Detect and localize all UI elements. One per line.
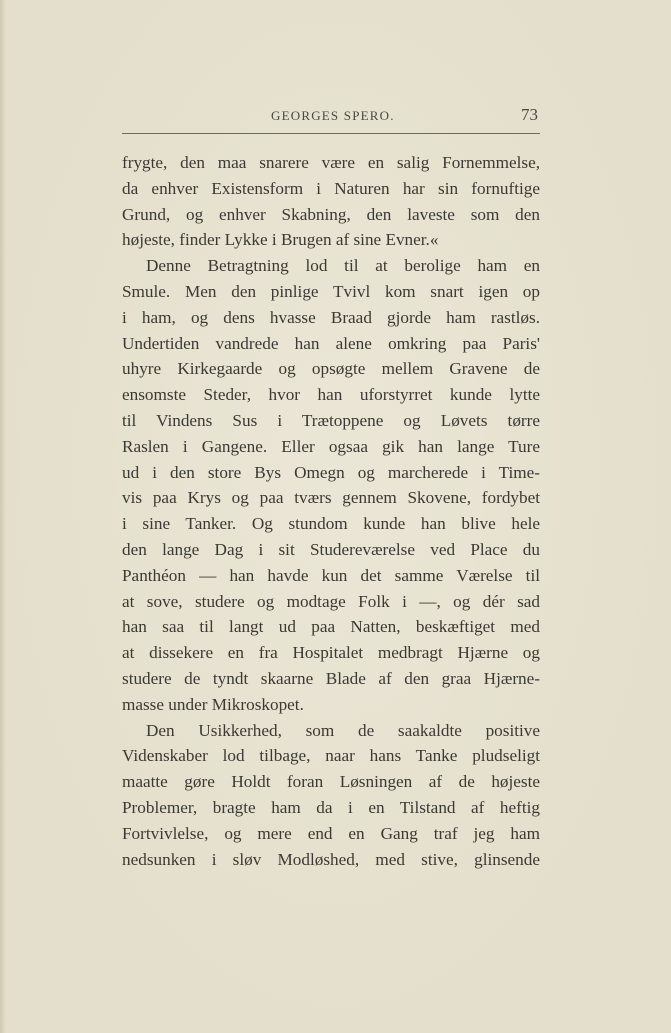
text-line: højeste, finder Lykke i Brugen af sine Evner.« [122, 230, 439, 250]
text-line: ensomste Steder, hvor han uforstyrret kunde lytte [122, 385, 540, 405]
text-line: Grund, og enhver Skabning, den laveste som den [122, 204, 540, 224]
text-line: nedsunken i sløv Modløshed, med stive, glinsende [122, 849, 540, 869]
text-line: at sove, studere og modtage Folk i —, og dér sad [122, 591, 540, 611]
text-line: Problemer, bragte ham da i en Tilstand af heftig [122, 797, 540, 817]
text-line: at dissekere en fra Hospitalet medbragt Hjærne og [122, 643, 540, 663]
text-line: maatte gøre Holdt foran Løsningen af de højeste [122, 772, 540, 792]
page-binding-edge [0, 0, 6, 1033]
text-line: uhyre Kirkegaarde og opsøgte mellem Gravene de [122, 359, 540, 379]
text-line: Undertiden vandrede han alene omkring paa Paris' [122, 333, 540, 353]
body-text [122, 150, 540, 872]
text-line: Videnskaber lod tilbage, naar hans Tanke pludseligt [122, 746, 540, 766]
text-line: han saa til langt ud paa Natten, beskæftiget med [122, 617, 540, 637]
text-line: ud i den store Bys Omegn og marcherede i Time- [122, 462, 540, 482]
text-line: da enhver Existensform i Naturen har sin fornuftige [122, 178, 540, 198]
text-line: Denne Betragtning lod til at berolige ham en [146, 256, 540, 276]
page-header [122, 104, 540, 132]
text-line: Den Usikkerhed, som de saakaldte positive [146, 720, 540, 740]
running-head: GEORGES SPERO. [271, 108, 395, 123]
text-line: den lange Dag i sit Studereværelse ved Place du [122, 539, 540, 559]
text-line: Panthéon — han havde kun det samme Værelse til [122, 565, 540, 585]
text-line: masse under Mikroskopet. [122, 694, 304, 714]
text-line: Fortvivlelse, og mere end en Gang traf jeg ham [122, 823, 540, 843]
text-line: vis paa Krys og paa tværs gennem Skovene, fordybet [122, 488, 540, 508]
header-rule [122, 133, 540, 134]
text-line: studere de tyndt skaarne Blade af den graa Hjærne- [122, 668, 540, 688]
text-line: frygte, den maa snarere være en salig Fornemmelse, [122, 153, 540, 172]
text-line: Raslen i Gangene. Eller ogsaa gik han lange Ture [122, 436, 540, 456]
page-number: 73 [521, 105, 538, 124]
text-line: til Vindens Sus i Trætoppene og Løvets tørre [122, 410, 540, 430]
text-line: i sine Tanker. Og stundom kunde han blive hele [122, 514, 540, 534]
text-line: Smule. Men den pinlige Tvivl kom snart igen op [122, 281, 540, 301]
text-line: i ham, og dens hvasse Braad gjorde ham rastløs. [122, 307, 540, 327]
